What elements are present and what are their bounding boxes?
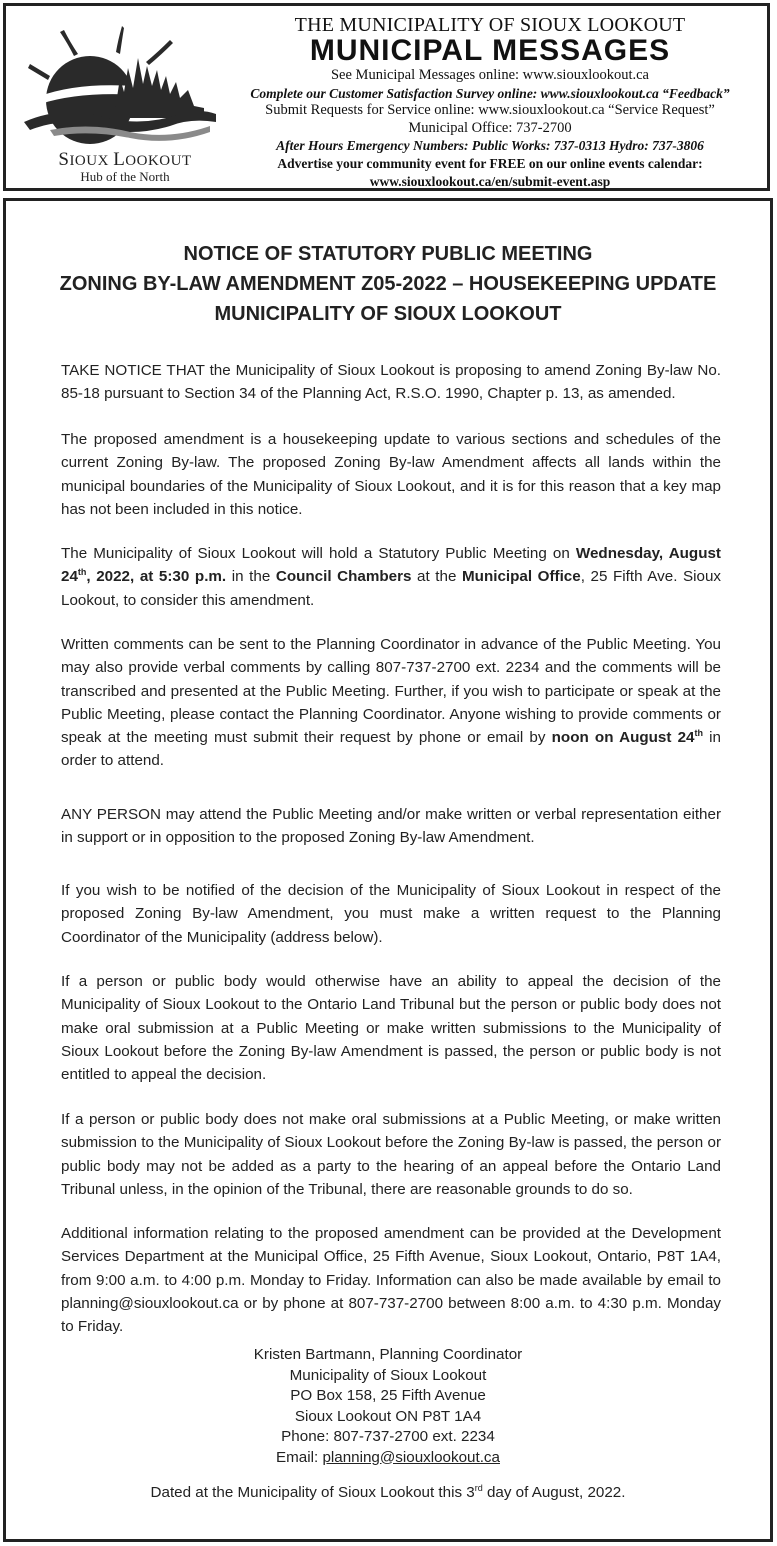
notice-title-line-2: ZONING BY-LAW AMENDMENT Z05-2022 – HOUSEKEEPING UPDATE	[59, 273, 717, 295]
notice-title-line-1: NOTICE OF STATUTORY PUBLIC MEETING	[183, 243, 593, 265]
publication-title: MUNICIPAL MESSAGES	[309, 34, 671, 67]
paragraph-meeting-details: The Municipality of Sioux Lookout will hold a Statutory Public Meeting on Wednesday, August 24th, 2022, at 5:30 p.m. in the Council Chambers at the Municipal Office, 25 Fifth Ave. Sioux Lookout, to consider this amendment.	[61, 545, 722, 609]
signature-city: Sioux Lookout ON P8T 1A4	[294, 1407, 482, 1425]
signature-phone: Phone: 807-737-2700 ext. 2234	[281, 1428, 495, 1445]
advertise-line: Advertise your community event for FREE on our online events calendar:	[277, 155, 703, 171]
signature-organization: Municipality of Sioux Lookout	[289, 1366, 487, 1384]
dated-line: Dated at the Municipality of Sioux Lookout this 3rd day of August, 2022.	[150, 1482, 626, 1501]
signature-name: Kristen Bartmann, Planning Coordinator	[253, 1346, 523, 1363]
municipality-title: THE MUNICIPALITY OF SIOUX LOOKOUT	[294, 14, 686, 36]
survey-line: Complete our Customer Satisfaction Survey online: www.siouxlookout.ca “Feedback”	[250, 85, 730, 101]
events-url: www.siouxlookout.ca/en/submit-event.asp	[369, 173, 611, 189]
paragraph-appeal-rights: If a person or public body would otherwise have an ability to appeal the decision of the Municipality of Sioux Lookout to the Ontario Land Tribunal but the person or public body does not make oral submission at a Public Meeting or make written submissions to the Municipality of Sioux Lookout before the Zoning By-law Amendment is passed, the person or public body is not entitled to appeal the decision.	[61, 973, 721, 1084]
signature-po-box: PO Box 158, 25 Fifth Avenue	[290, 1387, 486, 1404]
emergency-numbers-line: After Hours Emergency Numbers: Public Works: 737-0313 Hydro: 737-3806	[276, 138, 704, 154]
paragraph-proposed-amendment: The proposed amendment is a housekeeping update to various sections and schedules of the current Zoning By-law. The proposed Zoning By-law Amendment affects all lands within the municipal boundaries of the Municipality of Sioux Lookout, and it is for this reason that a key map has not been included in this notice.	[61, 431, 721, 518]
logo-wordmark: SIOUX LOOKOUT	[58, 149, 192, 170]
paragraph-party-to-hearing: If a person or public body does not make oral submissions at a Public Meeting, or make written submission to the Municipality of Sioux Lookout before the Zoning By-law is passed, the person or public body may not be added as a party to the hearing of an appeal before the Ontario Land Tribunal unless, in the opinion of the Tribunal, there are reasonable grounds to do so.	[61, 1111, 721, 1198]
notice-title-line-3: MUNICIPALITY OF SIOUX LOOKOUT	[214, 303, 562, 325]
email-link[interactable]: planning@siouxlookout.ca	[322, 1448, 500, 1466]
paragraph-any-person: ANY PERSON may attend the Public Meeting and/or make written or verbal representation either in support or in opposition to the proposed Zoning By-law Amendment.	[61, 806, 721, 847]
signature-email-line: Email: planning@siouxlookout.ca	[276, 1448, 500, 1466]
logo-tagline: Hub of the North	[80, 169, 170, 184]
paragraph-notification-request: If you wish to be notified of the decision of the Municipality of Sioux Lookout in respect of the proposed Zoning By-law Amendment, you must make a written request to the Planning Coordinator of the Municipality (address below).	[61, 882, 721, 946]
sun-wave-logo-icon	[20, 18, 220, 148]
notice-title	[6, 239, 770, 329]
service-request-line: Submit Requests for Service online: www.siouxlookout.ca “Service Request”	[265, 102, 715, 119]
paragraph-take-notice: TAKE NOTICE THAT the Municipality of Sioux Lookout is proposing to amend Zoning By-law No. 85-18 pursuant to Section 34 of the Planning Act, R.S.O. 1990, Chapter p. 13, as amended.	[61, 362, 721, 403]
public-notice	[3, 198, 773, 1542]
paragraph-written-comments: Written comments can be sent to the Planning Coordinator in advance of the Public Meeting. You may also provide verbal comments by calling 807-737-2700 ext. 2234 and the comments will be transcribed and presented at the Public Meeting. Further, if you wish to participate or speak at the Public Meeting, please contact the Planning Coordinator. Anyone wishing to provide comments or speak at the meeting must submit their request by phone or email by noon on August 24th in order to attend.	[61, 636, 721, 770]
header-text-block	[212, 14, 768, 190]
newspaper-header	[3, 3, 770, 191]
online-line: See Municipal Messages online: www.siouxlookout.ca	[330, 67, 649, 83]
signature-block	[6, 1345, 770, 1468]
paragraph-additional-information: Additional information relating to the proposed amendment can be provided at the Development Services Department at the Municipal Office, 25 Fifth Avenue, Sioux Lookout, Ontario, P8T 1A4, from 9:00 a.m. to 4:00 p.m. Monday to Friday. Information can also be made available by email to planning@siouxlookout.ca or by phone at 807-737-2700 between 8:00 a.m. to 4:30 p.m. Monday to Friday.	[61, 1225, 721, 1336]
office-phone-line: Municipal Office: 737-2700	[408, 119, 572, 136]
sioux-lookout-logo	[20, 18, 220, 188]
